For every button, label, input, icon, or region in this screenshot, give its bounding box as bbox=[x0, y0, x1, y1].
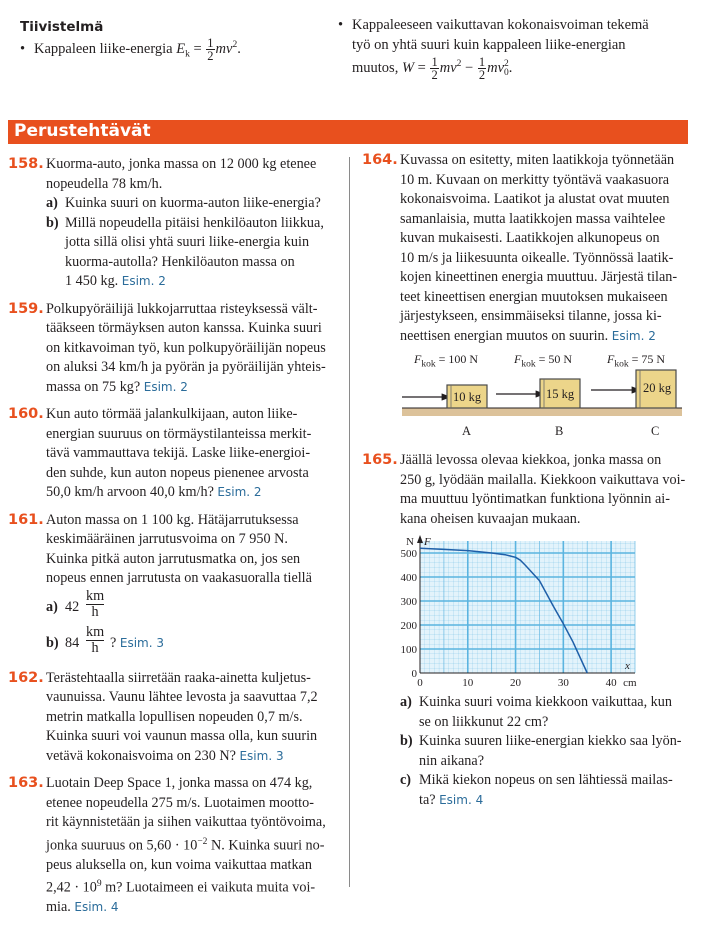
x-tick-label: 30 bbox=[557, 677, 569, 689]
task-text: massa on 75 kg? bbox=[46, 378, 141, 395]
formula-operator: − bbox=[465, 59, 474, 76]
exponent: 9 bbox=[96, 879, 102, 890]
force-label-a bbox=[414, 350, 478, 375]
task-text: rit käynnistetään ja siihen vaikuttaa työntövoima, bbox=[46, 814, 326, 830]
task-text: ma muuttuu lyöntimatkan funktiona lyönnin ai- bbox=[400, 491, 670, 507]
task-text: kokonaisvoima. Laatikot ja alustat ovat muuten bbox=[400, 191, 670, 207]
fraction-numerator: 1 bbox=[207, 36, 214, 50]
task-text: Kuvassa on esitetty, miten laatikkoja työnnetään bbox=[400, 152, 675, 168]
task-text: Kuinka suuri on kuorma-auton liike-energia? bbox=[65, 195, 321, 211]
task-159 bbox=[8, 300, 340, 398]
task-text: Kuorma-auto, jonka massa on 12 000 kg etenee bbox=[46, 156, 317, 172]
summary-text: Kappaleeseen vaikuttavan kokonaisvoiman tekemä bbox=[352, 17, 649, 33]
task-text: 10 m/s ja liikesuunta oikealle. Työnnössä laatik- bbox=[400, 249, 674, 266]
box-c-label: C bbox=[651, 424, 660, 438]
task-text: ta? bbox=[419, 791, 436, 808]
y-tick-label: 500 bbox=[400, 548, 417, 560]
task-text: mia. bbox=[46, 899, 71, 916]
x-tick-label: 40 bbox=[605, 677, 617, 689]
task-text: den suhde, kun auton nopeus pienenee arvosta bbox=[46, 464, 309, 481]
force-value: = 75 N bbox=[631, 352, 666, 366]
unit-denominator: h bbox=[91, 639, 99, 656]
subtask-label: a) bbox=[46, 195, 58, 211]
example-link[interactable]: Esim. 2 bbox=[611, 328, 656, 343]
formula-term: mv bbox=[487, 59, 505, 76]
example-link[interactable]: Esim. 4 bbox=[439, 792, 484, 807]
task-text: N. Kuinka suuri no- bbox=[207, 837, 325, 854]
bullet-icon: • bbox=[20, 40, 26, 57]
task-text: Kuinka suuri voi vaunun massa olla, kun suurin bbox=[46, 728, 318, 744]
unit-numerator: km bbox=[86, 587, 105, 604]
task-text: jonka suuruus on 5,60 · 10 bbox=[46, 837, 198, 854]
task-text: vetävä kokonaisvoima on 230 N? bbox=[46, 747, 236, 764]
task-text: kuorma-autolla? Henkilöauton massa on bbox=[65, 253, 295, 270]
task-text: järjestykseen, ensimmäiseksi tilanne, jossa ki- bbox=[400, 308, 662, 324]
subtask-b bbox=[400, 732, 692, 771]
task-text: Mikä kiekon nopeus on sen lähtiessä mailas- bbox=[419, 772, 673, 788]
task-text: on kitkavoiman työ, kun polkupyöräilijän nopeus bbox=[46, 339, 326, 356]
task-text: on aluksi 34 km/h ja pyörän ja pyöräilijän yhteis- bbox=[46, 359, 326, 375]
subtask-c bbox=[400, 771, 692, 810]
task-text: täākseen törmäyksen auton kanssa. Kuinka suuri bbox=[46, 320, 322, 336]
task-165-questions bbox=[362, 693, 692, 810]
task-number: 162. bbox=[8, 669, 44, 686]
subtask-label: c) bbox=[400, 772, 412, 788]
task-text: Jäällä levossa olevaa kiekkoa, jonka massa on bbox=[400, 452, 662, 468]
column-divider bbox=[349, 157, 350, 887]
summary-text: Kappaleen liike-energia bbox=[34, 40, 173, 57]
task-text: 2,42 · 10 bbox=[46, 879, 97, 896]
task-text: etenee nopeudella 275 m/s. Luotaimen mootto- bbox=[46, 794, 314, 811]
fraction-denominator: 2 bbox=[478, 68, 486, 82]
y-axis-arrow-icon bbox=[417, 535, 423, 543]
y-tick-label: 300 bbox=[400, 596, 417, 608]
fraction-denominator: 2 bbox=[207, 49, 214, 63]
force-value: = 50 N bbox=[538, 352, 573, 366]
x-tick-label: 20 bbox=[510, 677, 522, 689]
subtask-label: a) bbox=[400, 694, 412, 710]
formula-exponent: 2 bbox=[456, 59, 462, 69]
force-symbol: F bbox=[414, 352, 422, 366]
boxes-figure bbox=[362, 350, 692, 445]
task-text: Kuinka suuren liike-energian kiekko saa lyön- bbox=[419, 733, 682, 749]
section-header bbox=[8, 120, 688, 144]
formula-exponent: 2 bbox=[504, 58, 509, 69]
summary-text: työ on yhtä suuri kuin kappaleen liike-energian bbox=[352, 36, 626, 53]
example-link[interactable]: Esim. 2 bbox=[217, 485, 262, 499]
unit-denominator: h bbox=[91, 603, 99, 620]
task-text: Auton massa on 1 100 kg. Hätäjarrutuksessa bbox=[46, 511, 299, 528]
formula-end: . bbox=[237, 40, 241, 57]
force-symbol: F bbox=[514, 352, 522, 366]
task-162 bbox=[8, 669, 340, 767]
ground-surface bbox=[402, 408, 682, 416]
y-tick-label: 200 bbox=[400, 620, 417, 632]
task-text: nopeudella 78 km/h. bbox=[46, 175, 163, 192]
summary-text: muutos, bbox=[352, 59, 399, 76]
question-mark: ? bbox=[110, 634, 117, 651]
task-text: kana oheisen kuvaajan mukaan. bbox=[400, 510, 581, 527]
example-link[interactable]: Esim. 3 bbox=[239, 748, 284, 763]
task-text: peus aluksella on, kun voima vaikuttaa matkan bbox=[46, 856, 312, 873]
box-c-mass: 20 kg bbox=[643, 381, 672, 395]
y-axis-label: F bbox=[424, 536, 431, 548]
task-164 bbox=[362, 151, 692, 346]
fraction-numerator: 1 bbox=[431, 55, 438, 69]
task-text: m? Luotaimeen ei vaikuta muita voi- bbox=[101, 879, 316, 896]
task-163 bbox=[8, 774, 340, 918]
formula-symbol: W bbox=[401, 59, 415, 76]
y-tick-label: 0 bbox=[411, 668, 417, 680]
force-subscript: kok bbox=[421, 359, 436, 370]
subtask-b bbox=[46, 214, 340, 292]
exponent: −2 bbox=[197, 836, 208, 847]
section-title: Perustehtävät bbox=[14, 121, 151, 141]
formula-term: mv bbox=[215, 40, 233, 57]
task-165 bbox=[362, 451, 692, 529]
task-160 bbox=[8, 405, 340, 503]
task-text: energian suuruus on törmäystilanteissa merkit- bbox=[46, 425, 312, 442]
formula-term: mv bbox=[439, 59, 457, 76]
task-number: 159. bbox=[8, 300, 44, 317]
fraction bbox=[206, 37, 214, 62]
task-text: keskimääräinen jarrutusvoima on 7 950 N. bbox=[46, 531, 288, 547]
task-number: 158. bbox=[8, 156, 44, 172]
subtask-b bbox=[46, 625, 340, 661]
box-b-label: B bbox=[555, 424, 564, 438]
task-text: 50,0 km/h arvoon 40,0 km/h? bbox=[46, 484, 214, 500]
fraction-denominator: 2 bbox=[431, 68, 438, 82]
task-text: samanlaisia, mutta laatikkojen massa vaihtelee bbox=[400, 210, 666, 227]
x-unit-label: cm bbox=[623, 677, 637, 689]
task-text: Polkupyöräilijä lukkojarruttaa risteyksessä vält- bbox=[46, 300, 318, 317]
task-text: Luotain Deep Space 1, jonka massa on 474 kg, bbox=[46, 775, 313, 791]
summary-title: Tiivistelmä bbox=[20, 19, 104, 35]
task-text: Terästehtaalla siirretään raaka-ainetta kuljetus- bbox=[46, 669, 311, 686]
task-161 bbox=[8, 511, 340, 661]
unit-fraction bbox=[86, 589, 104, 620]
left-column bbox=[8, 155, 340, 926]
task-text: vaunuissa. Vaunu lähtee levosta ja saavuttaa 7,2 bbox=[46, 689, 318, 705]
subtask-label: b) bbox=[46, 214, 59, 231]
right-column bbox=[362, 151, 692, 818]
fraction-numerator: 1 bbox=[478, 55, 486, 69]
fraction bbox=[430, 56, 438, 81]
x-tick-label: 0 bbox=[417, 677, 423, 689]
bullet-icon: • bbox=[338, 17, 344, 33]
y-tick-label: 100 bbox=[400, 644, 417, 656]
task-number: 163. bbox=[8, 775, 44, 791]
force-label-c bbox=[607, 350, 665, 375]
task-number: 160. bbox=[8, 406, 44, 422]
fraction bbox=[478, 56, 486, 81]
speed-value: 42 bbox=[65, 598, 80, 615]
task-text: 1 450 kg. bbox=[65, 273, 119, 289]
task-text: se on liikkunut 22 cm? bbox=[419, 713, 549, 730]
example-link[interactable]: Esim. 2 bbox=[143, 379, 188, 394]
task-number: 164. bbox=[362, 152, 398, 168]
subtask-a bbox=[400, 693, 692, 732]
force-label-b bbox=[514, 350, 572, 375]
force-distance-chart bbox=[362, 533, 692, 693]
example-link[interactable]: Esim. 4 bbox=[74, 900, 119, 915]
task-text: tävä vammauttava tekijä. Laske liike-energioi- bbox=[46, 445, 311, 461]
task-text: kojen kineettinen energia muuttuu. Järjestä tilan- bbox=[400, 269, 678, 285]
x-axis-label: x bbox=[625, 660, 630, 672]
unit-fraction bbox=[86, 625, 104, 656]
x-tick-label: 10 bbox=[462, 677, 474, 689]
formula-symbol: E bbox=[176, 40, 186, 57]
task-text: Millä nopeudella pitäisi henkilöauton liikkua, bbox=[65, 214, 324, 231]
task-text: Kuinka suuri voima kiekkoon vaikuttaa, kun bbox=[419, 694, 672, 710]
task-text: 250 g, lyödään mailalla. Kiekkoon vaikuttava voi- bbox=[400, 471, 686, 488]
task-text: metrin matkalla lopullisen nopeuden 0,7 m/s. bbox=[46, 708, 303, 725]
task-text: Kuinka pitkä auton jarrutusmatka on, jos sen bbox=[46, 550, 301, 567]
formula-end: . bbox=[508, 59, 513, 76]
chart-svg bbox=[362, 533, 692, 693]
example-link[interactable]: Esim. 3 bbox=[119, 635, 164, 650]
box-b-mass: 15 kg bbox=[546, 387, 575, 401]
formula-subscript: 0 bbox=[504, 67, 509, 78]
subtask-a bbox=[46, 589, 340, 625]
summary-bullet-kinetic-energy: • Kappaleen liike-energia $E_k$ = $\frac{1}{2}$ $mv^2$. bbox=[20, 36, 241, 63]
task-text: Kun auto törmää jalankulkijaan, auton liike- bbox=[46, 406, 298, 422]
summary-bullet-work-energy: • Kappaleeseen vaikuttavan kokonaisvoiman tekemä työ on yhtä suuri kuin kappaleen liike-energian muutos, W = $\frac{1}{2}$ $mv^2$ − $\frac{1}{2}$ mv 2 0 . bbox=[352, 16, 692, 81]
task-158 bbox=[8, 155, 340, 292]
y-tick-label: 400 bbox=[400, 572, 417, 584]
subtask-label: a) bbox=[46, 598, 58, 615]
task-number: 165. bbox=[362, 452, 398, 468]
task-number: 161. bbox=[8, 511, 44, 528]
task-text: kuvan mukaisesti. Laatikkojen alkunopeus on bbox=[400, 230, 660, 246]
task-text: teet kineettisen energian muutoksen mukaiseen bbox=[400, 288, 668, 305]
task-text: nopeus ennen jarrutusta on vaakasuoralla tiellä bbox=[46, 570, 312, 586]
force-symbol: F bbox=[607, 352, 615, 366]
force-value: = 100 N bbox=[438, 352, 479, 366]
subtask-label: b) bbox=[46, 634, 59, 651]
plot-background bbox=[420, 541, 635, 673]
formula-subscript: k bbox=[185, 49, 190, 60]
formula-exponent: 2 bbox=[232, 40, 238, 50]
subtask-label: b) bbox=[400, 733, 413, 749]
task-text: nin aikana? bbox=[419, 752, 484, 769]
task-text: jotta sillä olisi yhtä suuri liike-energia kuin bbox=[65, 234, 310, 250]
force-subscript: kok bbox=[614, 359, 629, 370]
subtask-a bbox=[46, 194, 340, 214]
box-a-mass: 10 kg bbox=[453, 390, 482, 404]
y-unit-label: N bbox=[406, 536, 414, 548]
example-link[interactable]: Esim. 2 bbox=[121, 274, 166, 288]
speed-value: 84 bbox=[65, 634, 80, 651]
task-text: neettisen energian muutos on suurin. bbox=[400, 327, 609, 344]
box-a-label: A bbox=[462, 424, 472, 438]
force-subscript: kok bbox=[521, 359, 536, 370]
unit-numerator: km bbox=[86, 623, 105, 640]
task-text: 10 m. Kuvaan on merkitty työntävä vaakasuora bbox=[400, 171, 670, 188]
